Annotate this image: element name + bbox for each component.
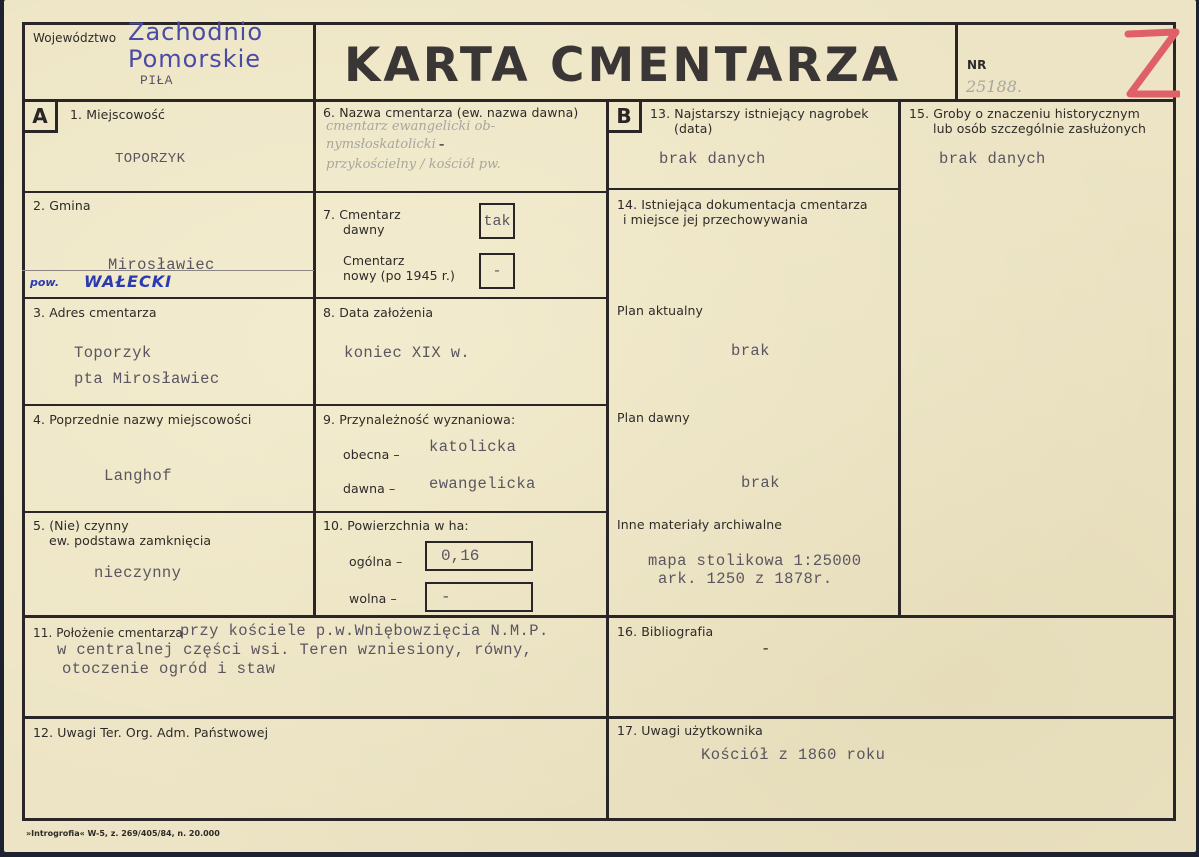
divider-header-bottom <box>22 99 1176 102</box>
f2-value: Mirosławiec <box>108 256 215 274</box>
f17-value: Kościół z 1860 roku <box>701 746 886 764</box>
row-divider <box>22 191 314 193</box>
f3-label: 3. Adres cmentarza <box>33 305 157 320</box>
f15-value: brak danych <box>939 150 1046 168</box>
f6-pencil-line3: przykościelny / kościół pw. <box>326 157 501 172</box>
f11-label: 11. Położenie cmentarza <box>33 626 183 640</box>
divider-header-nr <box>955 22 958 101</box>
wojewodztwo-stamp-line1: Zachodnio <box>128 18 264 46</box>
row-divider <box>314 297 607 299</box>
printer-imprint: »Introgrofia« W-5, z. 269/405/84, n. 20.000 <box>26 829 220 838</box>
divider-row-12 <box>22 716 1176 719</box>
frame-bottom <box>22 818 1176 821</box>
inne-materialy-line1: mapa stolikowa 1:25000 <box>648 552 862 570</box>
inne-materialy-label: Inne materiały archiwalne <box>617 517 783 532</box>
f10-ogolna-field[interactable]: 0,16 <box>425 541 533 571</box>
section-b-badge: B <box>609 102 642 133</box>
f10-wolna-field[interactable]: - <box>425 582 533 612</box>
plan-aktualny-label: Plan aktualny <box>617 303 704 318</box>
f5-label-line2: ew. podstawa zamknięcia <box>49 533 212 548</box>
wojewodztwo-typed: PIŁA <box>140 73 173 88</box>
row-divider <box>22 511 314 513</box>
f9-dawna-label: dawna – <box>343 481 396 496</box>
f4-label: 4. Poprzednie nazwy miejscowości <box>33 412 252 427</box>
f2-label: 2. Gmina <box>33 198 91 213</box>
f14-label-line2: i miejsce jej przechowywania <box>623 212 809 227</box>
f16-label: 16. Bibliografia <box>617 624 714 639</box>
inne-materialy-line2: ark. 1250 z 1878r. <box>658 570 833 588</box>
row-divider <box>607 188 899 190</box>
f9-obecna-value: katolicka <box>429 438 517 456</box>
f15-label-line2: lub osób szczególnie zasłużonych <box>933 121 1147 136</box>
nr-value: 25188. <box>966 77 1022 96</box>
f3-value-line1: Toporzyk <box>74 344 152 362</box>
f8-label: 8. Data założenia <box>323 305 434 320</box>
row-divider <box>314 511 607 513</box>
wojewodztwo-stamp-line2: Pomorskie <box>128 45 262 73</box>
row-divider <box>314 404 607 406</box>
f10-label: 10. Powierzchnia w ha: <box>323 518 469 533</box>
frame-right <box>1173 22 1176 821</box>
plan-dawny-value: brak <box>741 474 780 492</box>
f3-value-line2: pta Mirosławiec <box>74 370 220 388</box>
f17-label: 17. Uwagi użytkownika <box>617 723 763 738</box>
f7-dawny-label-1: 7. Cmentarz <box>323 207 401 222</box>
f15-label-line1: 15. Groby o znaczeniu historycznym <box>909 106 1140 121</box>
f14-label-line1: 14. Istniejąca dokumentacja cmentarza <box>617 197 868 212</box>
plan-dawny-label: Plan dawny <box>617 410 690 425</box>
f7-dawny-checkbox[interactable]: tak <box>479 203 515 239</box>
row-divider <box>314 191 607 193</box>
f1-value: TOPORZYK <box>115 151 186 167</box>
f13-label-line2: (data) <box>674 121 713 136</box>
f9-dawna-value: ewangelicka <box>429 475 536 493</box>
red-z-mark-icon <box>1122 28 1180 100</box>
nr-label: NR <box>967 58 987 72</box>
section-a-badge: A <box>25 102 58 133</box>
f10-wolna-label: wolna – <box>349 591 397 606</box>
f5-label-line1: 5. (Nie) czynny <box>33 518 129 533</box>
f7-nowy-checkbox[interactable]: - <box>479 253 515 289</box>
plan-aktualny-value: brak <box>731 342 770 360</box>
f4-value: Langhof <box>104 467 172 485</box>
f10-ogolna-label: ogólna – <box>349 554 403 569</box>
f7-nowy-label-1: Cmentarz <box>343 253 405 268</box>
f7-dawny-label-2: dawny <box>343 222 385 237</box>
f11-line3: otoczenie ogród i staw <box>62 660 276 678</box>
divider-col1 <box>313 22 316 617</box>
f6-typed-dash: - <box>437 136 447 154</box>
cemetery-record-card <box>4 0 1196 852</box>
f9-label: 9. Przynależność wyznaniowa: <box>323 412 516 427</box>
f13-value: brak danych <box>659 150 766 168</box>
f11-line2: w centralnej części wsi. Teren wzniesiony, równy, <box>57 641 533 659</box>
f5-value: nieczynny <box>94 564 182 582</box>
f16-value: - <box>761 640 771 658</box>
f7-nowy-label-2: nowy (po 1945 r.) <box>343 268 455 283</box>
f12-label: 12. Uwagi Ter. Org. Adm. Państwowej <box>33 725 269 740</box>
f1-label: 1. Miejscowość <box>70 107 166 122</box>
divider-row-11 <box>22 615 1176 618</box>
f6-label: 6. Nazwa cmentarza (ew. nazwa dawna) <box>323 105 579 120</box>
row-divider <box>22 404 314 406</box>
divider-col2 <box>606 99 609 818</box>
f2-handwritten-prefix: pow. <box>30 276 60 289</box>
row-divider <box>22 297 314 299</box>
wojewodztwo-label: Województwo <box>33 31 117 45</box>
f13-label-line1: 13. Najstarszy istniejący nagrobek <box>650 106 869 121</box>
divider-col3 <box>898 99 901 617</box>
f2-handwritten-value: WAŁECKI <box>84 272 173 291</box>
page-title: KARTA CMENTARZA <box>344 38 902 93</box>
f9-obecna-label: obecna – <box>343 447 400 462</box>
f6-pencil-line1: cmentarz ewangelicki ob- <box>326 119 496 134</box>
f6-pencil-line2: nymsłoskatolicki <box>326 137 436 152</box>
f8-value: koniec XIX w. <box>344 344 471 362</box>
frame-left <box>22 22 25 821</box>
f11-line1: przy kościele p.w.Wniębowzięcia N.M.P. <box>180 622 549 640</box>
